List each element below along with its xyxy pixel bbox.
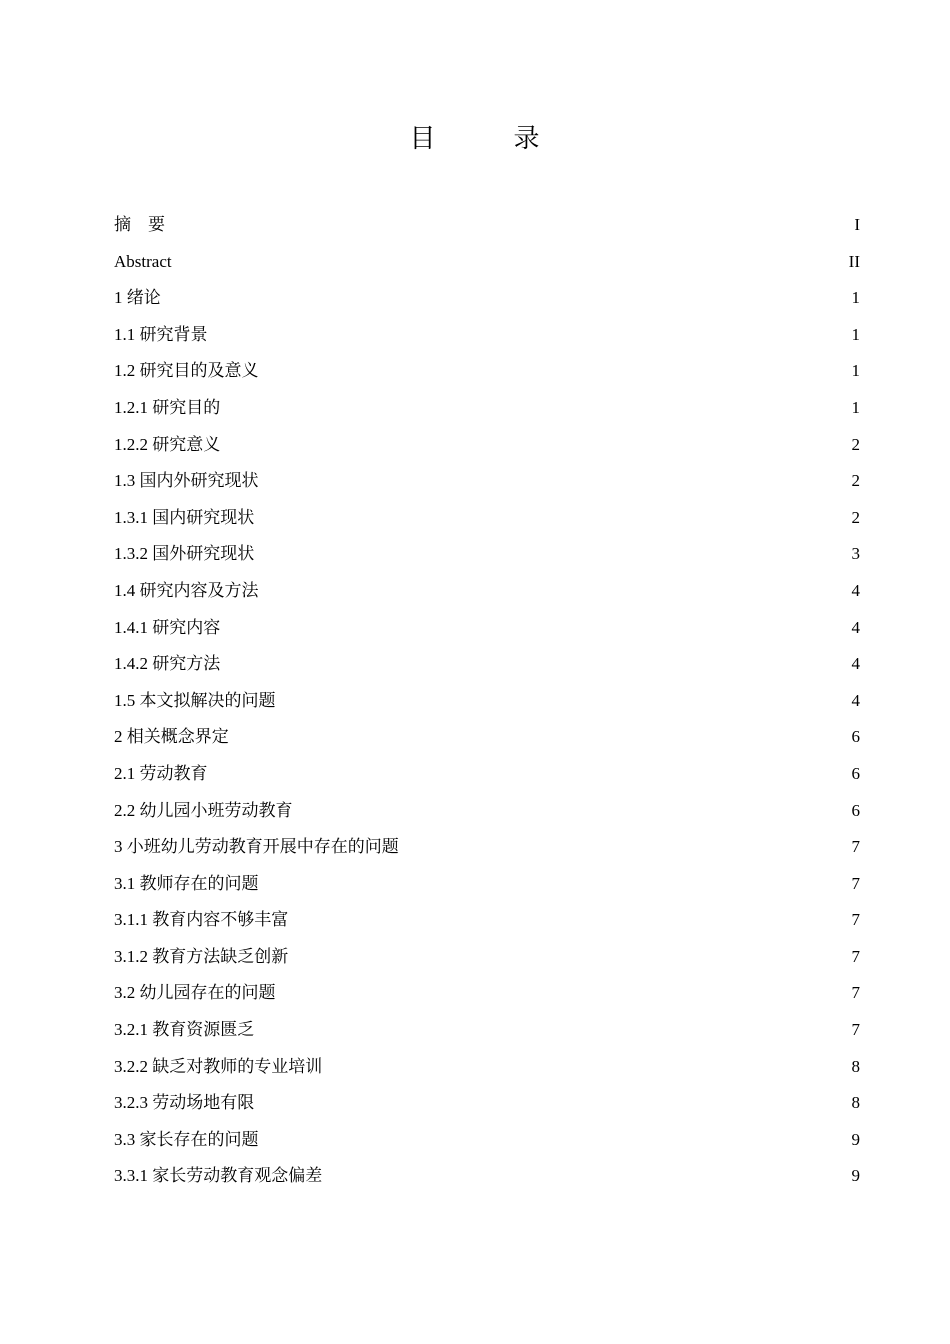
toc-entry[interactable] [114, 1158, 860, 1195]
toc-entry-label: 1.2.1 研究目的 [114, 397, 221, 417]
toc-entry-label: 1.4.2 研究方法 [114, 654, 221, 674]
toc-entry[interactable] [114, 939, 860, 976]
toc-entry[interactable] [114, 610, 860, 647]
toc-entry-label: 3.2.3 劳动场地有限 [114, 1093, 255, 1113]
toc-entry[interactable] [114, 244, 860, 281]
page-title: 目 录 [409, 124, 566, 153]
toc-dot-leader [288, 924, 849, 925]
toc-entry-page-number: 8 [851, 1056, 860, 1076]
toc-entry-page-number: 1 [851, 361, 860, 381]
toc-dot-leader [220, 668, 849, 669]
toc-entry-label: 3.1.2 教育方法缺乏创新 [114, 946, 289, 966]
toc-dot-leader [172, 266, 847, 267]
toc-entry-page-number: 1 [851, 288, 860, 308]
toc-dot-leader [293, 815, 850, 816]
toc-entry-page-number: 4 [851, 654, 860, 674]
toc-dot-leader [276, 705, 850, 706]
toc-entry[interactable] [114, 500, 860, 537]
toc-entry-page-number: 7 [851, 910, 860, 930]
toc-entry-label: 3.3 家长存在的问题 [114, 1129, 259, 1149]
toc-entry-page-number: 7 [851, 837, 860, 857]
toc-entry-page-number: 9 [851, 1129, 860, 1149]
toc-entry-page-number: 7 [851, 983, 860, 1003]
toc-dot-leader [220, 632, 849, 633]
toc-entry-page-number: 4 [851, 690, 860, 710]
toc-dot-leader [259, 1144, 850, 1145]
toc-entry-label: 1.2 研究目的及意义 [114, 361, 259, 381]
toc-entry-label: 3.2.1 教育资源匮乏 [114, 1020, 255, 1040]
toc-entry[interactable] [114, 207, 860, 244]
toc-entry[interactable] [114, 756, 860, 793]
toc-entry[interactable] [114, 866, 860, 903]
toc-entry-label: 3.3.1 家长劳动教育观念偏差 [114, 1166, 323, 1186]
toc-entry[interactable] [114, 280, 860, 317]
toc-entry-page-number: 2 [851, 434, 860, 454]
toc-entry-label: 摘 要 [114, 215, 165, 234]
toc-entry[interactable] [114, 536, 860, 573]
toc-dot-leader [259, 888, 850, 889]
toc-entry-label: 1.3 国内外研究现状 [114, 471, 259, 491]
toc-entry-label: 3 小班幼儿劳动教育开展中存在的问题 [114, 837, 399, 857]
toc-entry-label: 1.4.1 研究内容 [114, 617, 221, 637]
toc-entry[interactable] [114, 353, 860, 390]
toc-entry[interactable] [114, 902, 860, 939]
toc-entry-label: 1.2.2 研究意义 [114, 434, 221, 454]
toc-entry-page-number: 1 [851, 324, 860, 344]
toc-entry[interactable] [114, 1049, 860, 1086]
toc-entry-page-number: 3 [851, 544, 860, 564]
toc-dot-leader [220, 412, 849, 413]
toc-entry-label: 1.3.1 国内研究现状 [114, 507, 255, 527]
toc-dot-leader [399, 851, 850, 852]
toc-dot-leader [288, 961, 849, 962]
toc-entry-label: 3.2.2 缺乏对教师的专业培训 [114, 1056, 323, 1076]
toc-entry-label: 1.5 本文拟解决的问题 [114, 690, 276, 710]
toc-entry[interactable] [114, 719, 860, 756]
toc-dot-leader [254, 1034, 849, 1035]
toc-entry-label: 3.1 教师存在的问题 [114, 873, 259, 893]
toc-entry-page-number: 7 [851, 873, 860, 893]
toc-entry[interactable] [114, 1012, 860, 1049]
toc-dot-leader [220, 449, 849, 450]
toc-dot-leader [322, 1180, 849, 1181]
toc-entry-page-number: 4 [851, 617, 860, 637]
toc-entry-page-number: 8 [851, 1093, 860, 1113]
toc-dot-leader [259, 485, 850, 486]
toc-entry-label: Abstract [114, 251, 172, 271]
toc-dot-leader [208, 339, 850, 340]
toc-dot-leader [276, 997, 850, 998]
toc-dot-leader [322, 1071, 849, 1072]
toc-entry[interactable] [114, 317, 860, 354]
toc-entry-page-number: 6 [851, 727, 860, 747]
toc-dot-leader [254, 1107, 849, 1108]
toc-entry-label: 1 绪论 [114, 288, 161, 308]
toc-entry[interactable] [114, 1085, 860, 1122]
toc-entry-page-number: 7 [851, 946, 860, 966]
toc-entry-page-number: 1 [851, 397, 860, 417]
toc-entry-label: 2.1 劳动教育 [114, 763, 208, 783]
toc-entry-page-number: 6 [851, 763, 860, 783]
toc-dot-leader [254, 522, 849, 523]
toc-entry[interactable] [114, 573, 860, 610]
toc-entry-label: 3.1.1 教育内容不够丰富 [114, 910, 289, 930]
toc-entry[interactable] [114, 793, 860, 830]
toc-entry[interactable] [114, 1122, 860, 1159]
toc-dot-leader [161, 302, 850, 303]
toc-entry-label: 3.2 幼儿园存在的问题 [114, 983, 276, 1003]
toc-entry-label: 2.2 幼儿园小班劳动教育 [114, 800, 293, 820]
toc-entry-label: 1.4 研究内容及方法 [114, 580, 259, 600]
toc-dot-leader [254, 558, 849, 559]
toc-entry-page-number: I [854, 215, 860, 234]
toc-entry[interactable] [114, 463, 860, 500]
toc-entry-label: 2 相关概念界定 [114, 727, 229, 747]
toc-entry-page-number: 9 [851, 1166, 860, 1186]
toc-entry-page-number: 7 [851, 1020, 860, 1040]
toc-entry-page-number: 2 [851, 507, 860, 527]
toc-dot-leader [259, 595, 850, 596]
toc-entry-page-number: 4 [851, 580, 860, 600]
toc-entry[interactable] [114, 390, 860, 427]
toc-entry[interactable] [114, 646, 860, 683]
toc-entry-page-number: 6 [851, 800, 860, 820]
toc-entry-label: 1.3.2 国外研究现状 [114, 544, 255, 564]
toc-entry-page-number: II [848, 251, 860, 271]
toc-entry-label: 1.1 研究背景 [114, 324, 208, 344]
toc-dot-leader [259, 375, 850, 376]
toc-dot-leader [208, 778, 850, 779]
table-of-contents [114, 207, 860, 1195]
toc-entry-page-number: 2 [851, 471, 860, 491]
toc-entry[interactable] [114, 829, 860, 866]
toc-dot-leader [165, 229, 852, 230]
toc-entry[interactable] [114, 427, 860, 464]
toc-entry[interactable] [114, 683, 860, 720]
toc-entry[interactable] [114, 975, 860, 1012]
toc-dot-leader [229, 741, 850, 742]
